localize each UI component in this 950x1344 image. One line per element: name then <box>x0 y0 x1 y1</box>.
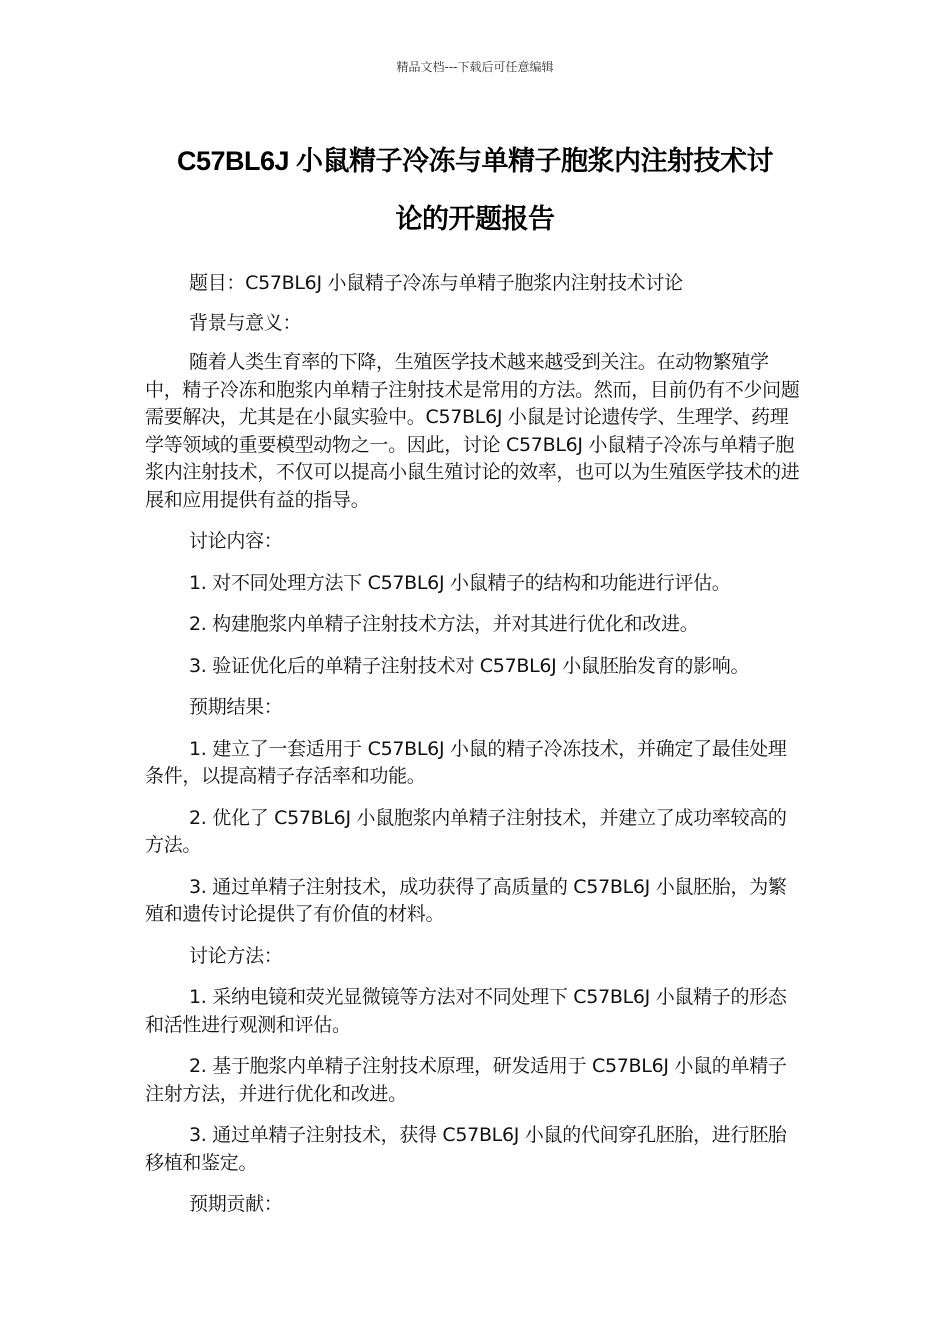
content-item-2: 2. 构建胞浆内单精子注射技术方法，并对其进行优化和改进。 <box>189 613 699 635</box>
subject-line: 题目：C57BL6J 小鼠精子冷冻与单精子胞浆内注射技术讨论 <box>189 272 683 294</box>
document-title <box>145 132 805 248</box>
document-body <box>145 270 805 1233</box>
result-item-3: 3. 通过单精子注射技术，成功获得了高质量的 C57BL6J 小鼠胚胎，为繁殖和遗传讨论提供了有价值的材料。 <box>145 875 787 925</box>
method-item-1: 1. 采纳电镜和荧光显微镜等方法对不同处理下 C57BL6J 小鼠精子的形态和活性进行观测和评估。 <box>145 986 787 1036</box>
section-heading-contribution: 预期贡献： <box>189 1193 283 1215</box>
result-item-1: 1. 建立了一套适用于 C57BL6J 小鼠的精子冷冻技术，并确定了最佳处理条件，以提高精子存活率和功能。 <box>145 737 787 787</box>
title-line-1: C57BL6J 小鼠精子冷冻与单精子胞浆内注射技术讨 <box>176 146 774 176</box>
section-heading-results: 预期结果： <box>189 696 283 718</box>
method-item-3: 3. 通过单精子注射技术，获得 C57BL6J 小鼠的代间穿孔胚胎，进行胚胎移植和鉴定。 <box>145 1124 787 1174</box>
section-heading-content: 讨论内容： <box>189 530 283 552</box>
content-item-1: 1. 对不同处理方法下 C57BL6J 小鼠精子的结构和功能进行评估。 <box>189 571 731 594</box>
section-heading-methods: 讨论方法： <box>189 944 283 967</box>
header-note: 精品文档---下载后可任意编辑 <box>396 60 554 74</box>
section-heading-background: 背景与意义： <box>189 311 302 334</box>
method-item-2: 2. 基于胞浆内单精子注射技术原理，研发适用于 C57BL6J 小鼠的单精子注射方法，并进行优化和改进。 <box>145 1055 787 1105</box>
background-paragraph: 随着人类生育率的下降，生殖医学技术越来越受到关注。在动物繁殖学中，精子冷冻和胞浆内单精子注射技术是常用的方法。然而，目前仍有不少问题需要解决，尤其是在小鼠实验中。C57BL6J 小鼠是讨论遗传学、生理学、药理学等领域的重要模型动物之一。因此，讨论 C57BL6J 小鼠精子冷冻与单精子胞浆内注射技术，不仅可以提高小鼠生殖讨论的效率，也可以为生殖医学技术的进展和应用提供有益的指导。 <box>145 351 800 511</box>
title-line-2: 论的开题报告 <box>395 204 555 234</box>
content-item-3: 3. 验证优化后的单精子注射技术对 C57BL6J 小鼠胚胎发育的影响。 <box>189 654 750 677</box>
result-item-2: 2. 优化了 C57BL6J 小鼠胞浆内单精子注射技术，并建立了成功率较高的方法。 <box>145 806 787 856</box>
